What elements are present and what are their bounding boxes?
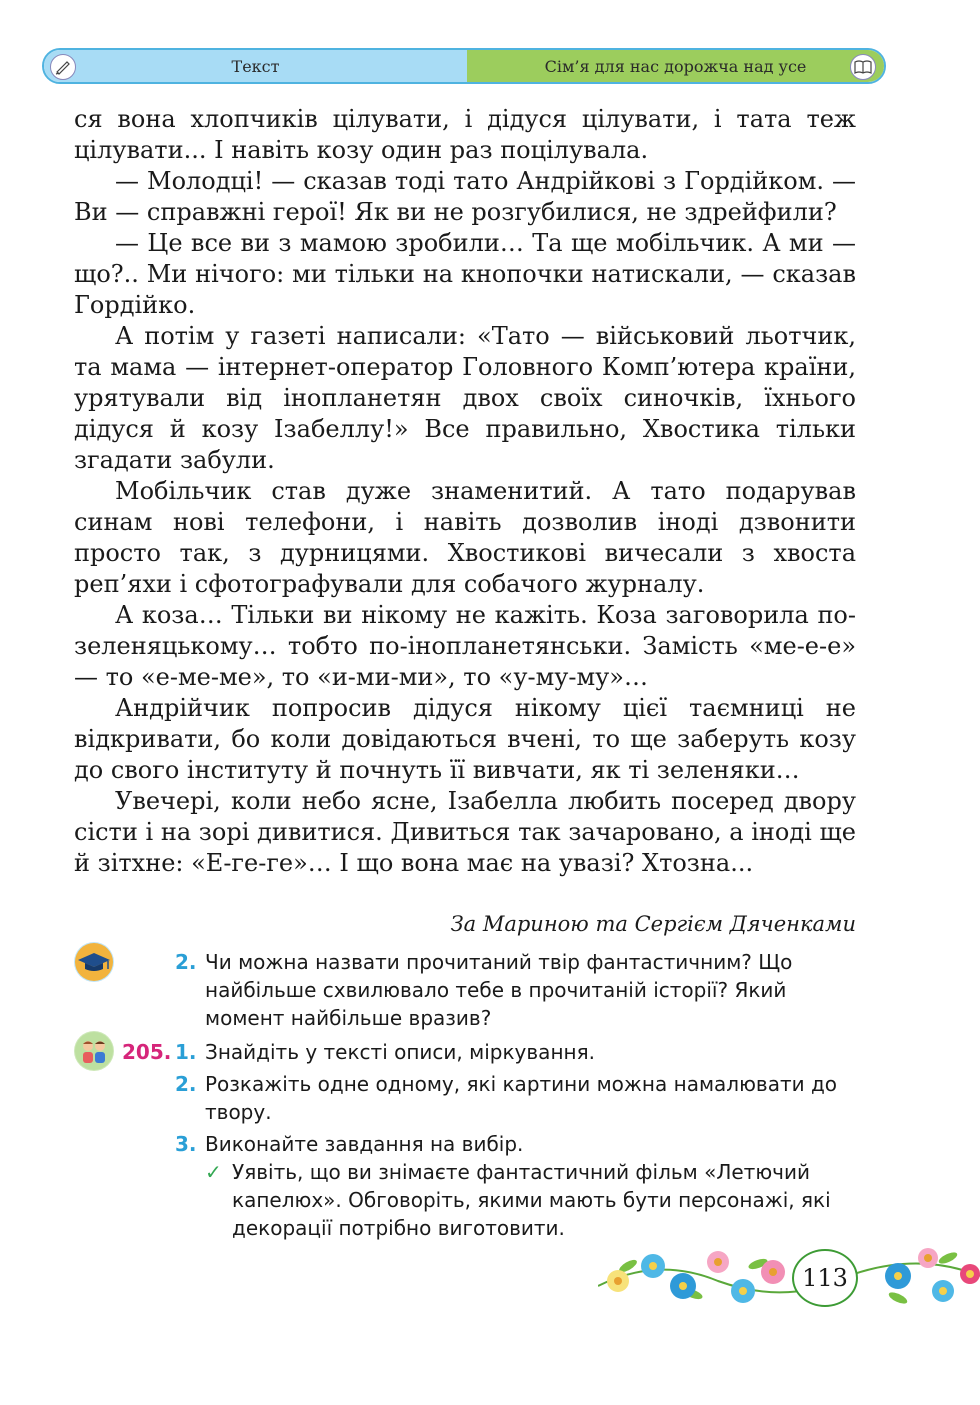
task-text: Чи можна назвати прочитаний твір фантастичним? Що найбільше схвилювало тебе в прочитаній історії? Який момент найбільше вразив? <box>205 950 793 1030</box>
item-text: Розкажіть одне одному, які картини можна намалювати до твору. <box>205 1072 838 1124</box>
item-number: 3. <box>175 1132 197 1156</box>
paragraph: А потім у газеті написали: «Тато — військовий льотчик, та мама — інтернет-оператор Головного Комп’ютера країни, урятували від інопланетян двох своїх синочків, їхнього дідуся й козу Ізабеллу!» Все правильно, Хвостика тільки згадати забули. <box>74 322 856 474</box>
header-right-title: Сім’я для нас дорожча над усе <box>544 56 807 76</box>
header-section-right <box>467 50 884 82</box>
flower-border-decoration <box>598 1236 980 1316</box>
attribution: За Мариною та Сергієм Дяченками <box>450 912 856 936</box>
pen-icon <box>50 54 76 80</box>
task-question <box>74 948 864 1032</box>
exercise-number: 205. <box>122 1040 172 1064</box>
paragraph: — Це все ви з мамою зробили… Та ще мобільчик. А ми — що?.. Ми нічого: ми тільки на кнопочки натискали, — сказав Гордійко. <box>74 229 856 319</box>
header-left-title: Текст <box>231 56 280 76</box>
book-icon <box>850 54 876 80</box>
paragraph: Андрійчик попросив дідуся нікому цієї таємниці не відкривати, бо коли довідаються вчені, то ще заберуть козу до свого інституту й почнуть її вивчати, як ті зеленяки… <box>74 694 856 784</box>
exercise-205 <box>74 1038 864 1242</box>
header-section-left <box>44 50 467 82</box>
task-number: 2. <box>175 950 197 974</box>
paragraph: — Молодці! — сказав тоді тато Андрійкові з Гордійком. — Ви — справжні герої! Як ви не розгубилися, не здрейфили? <box>74 167 856 226</box>
item-number: 1. <box>175 1040 197 1064</box>
choice-text: Уявіть, що ви знімаєте фантастичний фільм «Летючий капелюх». Обговоріть, якими мають бути персонажі, які декорації потрібно виготовити. <box>232 1160 831 1240</box>
paragraph: Мобільчик став дуже знаменитий. А тато подарував синам нові телефони, і навіть дозволив іноді дзвонити просто так, з дурницями. Хвостикові вичесали з хвоста реп’яхи і сфотографували для собачого журналу. <box>74 477 856 598</box>
item-text: Виконайте завдання на вибір. <box>205 1132 524 1156</box>
paragraph: А коза… Тільки ви нікому не кажіть. Коза заговорила по-зеленяцькому… тобто по-інопланетянськи. Замість «ме-е-е» — то «е-ме-ме», то «и-ми-ми», то «у-му-му»… <box>74 601 856 691</box>
page-header <box>42 48 886 84</box>
page-number: 113 <box>792 1249 858 1307</box>
item-text: Знайдіть у тексті описи, міркування. <box>205 1040 595 1064</box>
checkmark-icon: ✓ <box>205 1160 222 1184</box>
story-text <box>74 104 856 879</box>
paragraph: ся вона хлопчиків цілувати, і дідуся цілувати, і тата теж цілувати... І навіть козу один раз поцілувала. <box>74 105 856 164</box>
paragraph: Увечері, коли небо ясне, Ізабелла любить посеред двору сісти і на зорі дивитися. Дивиться так зачаровано, а іноді ще й зітхне: «Е-ге-ге»… І що вона має на увазі? Хтозна... <box>74 787 856 877</box>
item-number: 2. <box>175 1072 197 1096</box>
